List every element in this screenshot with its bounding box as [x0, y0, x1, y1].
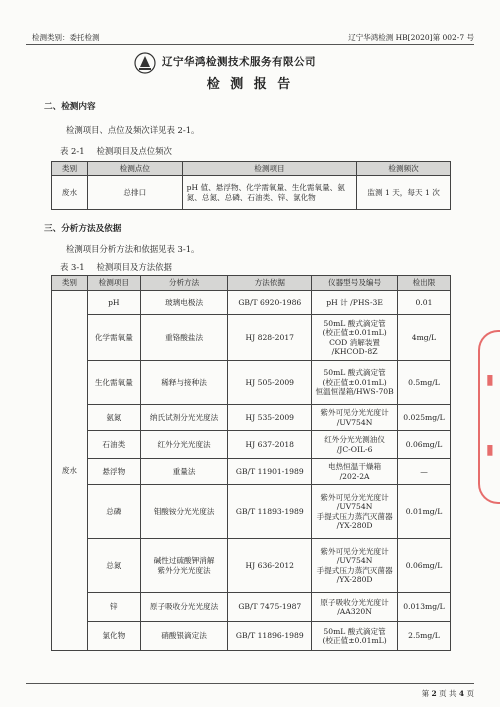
table-header-row [52, 162, 451, 176]
table-row [52, 459, 451, 485]
table-2-1 [51, 161, 451, 210]
column-header: 仪器型号及编号 [312, 276, 398, 291]
item-cell: 化学需氧量 [87, 315, 140, 361]
instrument-cell: 电热恒温干燥箱 /202-2A [312, 459, 398, 485]
stamp-mark: ▮ [486, 442, 494, 458]
limit-cell: 2.5mg/L [397, 622, 450, 651]
section-2-heading: 二、检测内容 [44, 102, 96, 112]
limit-cell: — [397, 459, 450, 485]
caption-title: 检测项目及方法依据 [96, 262, 172, 272]
method-cell: 稀释与接种法 [140, 361, 228, 405]
basis-cell: GB/T 11901-1989 [228, 459, 312, 485]
caption-number: 表 3-1 [60, 262, 85, 272]
basis-cell: HJ 535-2009 [228, 405, 312, 431]
item-cell: 锌 [87, 593, 140, 622]
inspection-category: 检测类别：委托检测 [32, 33, 100, 42]
section-2-intro: 检测项目、点位及频次详见表 2-1。 [66, 125, 200, 135]
method-cell: 玻璃电极法 [140, 291, 228, 315]
limit-cell: 0.025mg/L [397, 405, 450, 431]
method-cell: 硝酸银滴定法 [140, 622, 228, 651]
table-row [52, 361, 451, 405]
basis-cell: HJ 828-2017 [228, 315, 312, 361]
instrument-cell: 50mL 酸式滴定管 (校正值±0.01mL) COD 消解装置 /KHCOD-8Z [312, 315, 398, 361]
column-header: 类别 [52, 276, 88, 291]
category-cell: 废水 [52, 291, 88, 651]
items-cell: pH 值、悬浮物、化学需氧量、生化需氧量、氨氮、总氮、总磷、石油类、锌、氯化物 [182, 176, 357, 210]
instrument-cell: 紫外可见分光光度计 /UV754N 手提式压力蒸汽灭菌器 /YX-280D [312, 539, 398, 593]
point-cell: 总排口 [87, 176, 182, 210]
item-cell: 总磷 [87, 485, 140, 539]
method-cell: 纳氏试剂分光光度法 [140, 405, 228, 431]
report-number: 辽宁华鸿检测 HB[2020]第 002-7 号 [348, 33, 474, 42]
table-row [52, 315, 451, 361]
column-header: 检测项目 [87, 276, 140, 291]
limit-cell: 4mg/L [397, 315, 450, 361]
caption-title: 检测项目及点位频次 [96, 146, 172, 156]
table-3-1-caption [60, 261, 172, 273]
method-cell: 碱性过硫酸钾消解 紫外分光光度法 [140, 539, 228, 593]
column-header: 检测点位 [87, 162, 182, 176]
item-cell: 氯化物 [87, 622, 140, 651]
item-cell: pH [87, 291, 140, 315]
seal-stamp [478, 330, 500, 504]
table-row [52, 405, 451, 431]
column-header: 检测项目 [182, 162, 357, 176]
table-row [52, 539, 451, 593]
table-row [52, 176, 451, 210]
table-row [52, 431, 451, 459]
basis-cell: GB/T 7475-1987 [228, 593, 312, 622]
instrument-cell: 50mL 酸式滴定管 (校正值±0.01mL) [312, 622, 398, 651]
page-number: 第 2 页 共 4 页 [421, 689, 474, 698]
limit-cell: 0.01 [397, 291, 450, 315]
basis-cell: HJ 505-2009 [228, 361, 312, 405]
instrument-cell: 紫外可见分光光度计 /UV754N [312, 405, 398, 431]
section-3-heading: 三、分析方法及依据 [44, 224, 122, 234]
instrument-cell: 原子吸收分光光度计 /AA320N [312, 593, 398, 622]
method-cell: 钼酸铵分光光度法 [140, 485, 228, 539]
page-footer [26, 683, 474, 698]
table-row [52, 593, 451, 622]
method-cell: 重铬酸盐法 [140, 315, 228, 361]
instrument-cell: pH 计 /PHS-3E [312, 291, 398, 315]
stamp-mark: ▮ [486, 372, 494, 388]
frequency-cell: 监测 1 天，每天 1 次 [357, 176, 451, 210]
limit-cell: 0.06mg/L [397, 431, 450, 459]
limit-cell: 0.013mg/L [397, 593, 450, 622]
category-cell: 废水 [52, 176, 88, 210]
basis-cell: HJ 636-2012 [228, 539, 312, 593]
method-cell: 重量法 [140, 459, 228, 485]
table-header-row [52, 276, 451, 291]
report-title: 检 测 报 告 [206, 77, 294, 92]
item-cell: 氨氮 [87, 405, 140, 431]
item-cell: 悬浮物 [87, 459, 140, 485]
caption-number: 表 2-1 [60, 146, 85, 156]
instrument-cell: 50mL 酸式滴定管 (校正值±0.01mL) 恒温恒湿箱/HWS-70B [312, 361, 398, 405]
table-row [52, 485, 451, 539]
column-header: 检测频次 [357, 162, 451, 176]
column-header: 方法依据 [228, 276, 312, 291]
item-cell: 总氮 [87, 539, 140, 593]
basis-cell: GB/T 6920-1986 [228, 291, 312, 315]
limit-cell: 0.06mg/L [397, 539, 450, 593]
basis-cell: GB/T 11893-1989 [228, 485, 312, 539]
instrument-cell: 红外分光光测油仪 /JC-OIL-6 [312, 431, 398, 459]
table-row [52, 622, 451, 651]
section-3-intro: 检测项目分析方法和依据见表 3-1。 [66, 244, 200, 254]
method-cell: 红外分光光度法 [140, 431, 228, 459]
company-logo-icon [134, 52, 156, 74]
method-cell: 原子吸收分光光度法 [140, 593, 228, 622]
limit-cell: 0.5mg/L [397, 361, 450, 405]
column-header: 分析方法 [140, 276, 228, 291]
item-cell: 生化需氧量 [87, 361, 140, 405]
limit-cell: 0.01mg/L [397, 485, 450, 539]
basis-cell: HJ 637-2018 [228, 431, 312, 459]
page-header [26, 28, 474, 45]
instrument-cell: 紫外可见分光光度计 /UV754N 手提式压力蒸汽灭菌器 /YX-280D [312, 485, 398, 539]
basis-cell: GB/T 11896-1989 [228, 622, 312, 651]
column-header: 类别 [52, 162, 88, 176]
company-name: 辽宁华鸿检测技术服务有限公司 [162, 56, 316, 68]
table-2-1-caption [60, 145, 172, 157]
table-row [52, 291, 451, 315]
column-header: 检出限 [397, 276, 450, 291]
item-cell: 石油类 [87, 431, 140, 459]
table-3-1 [51, 275, 451, 651]
